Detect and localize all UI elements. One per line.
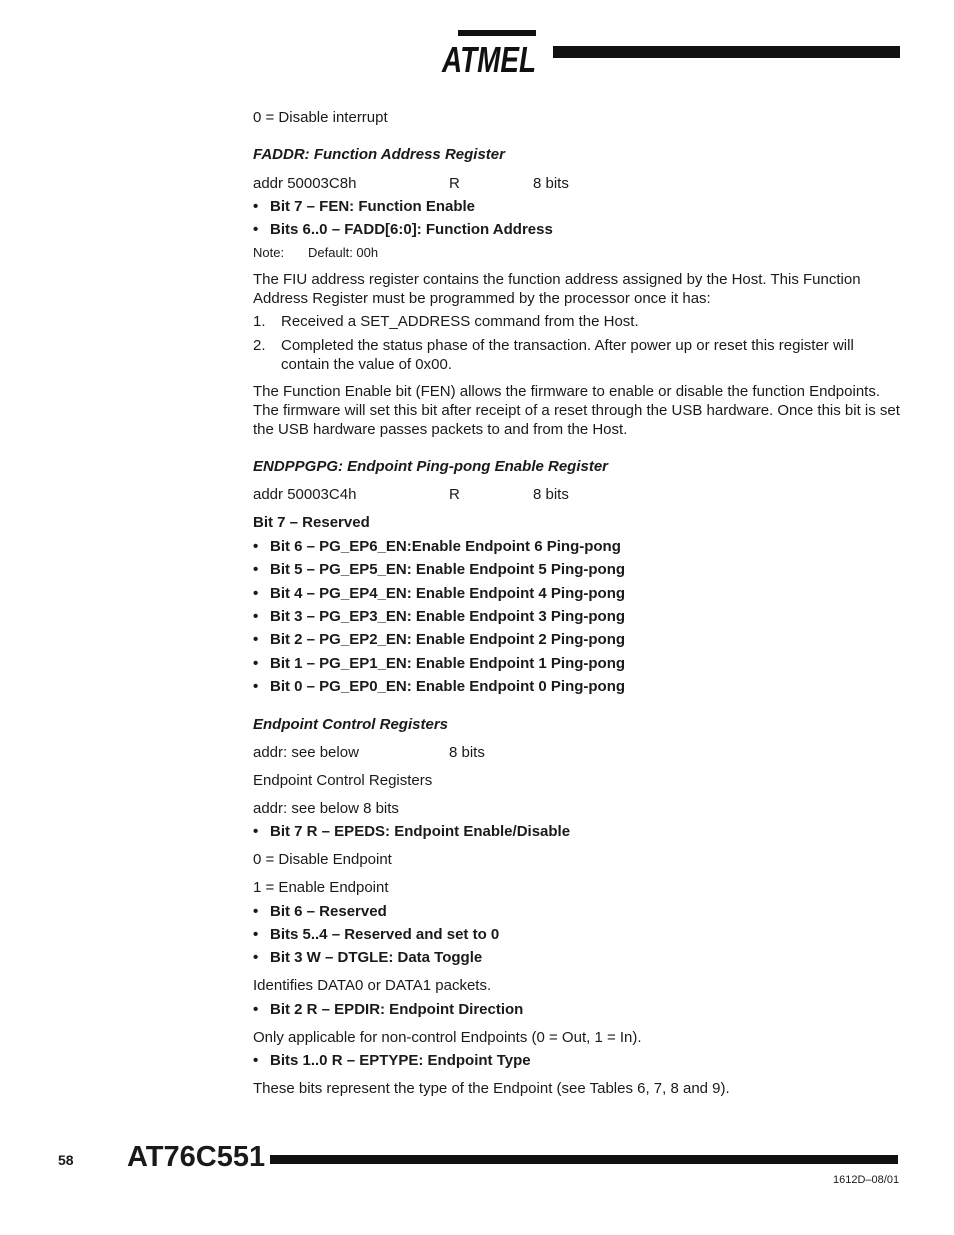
epctrl-bullet-eptype: • Bits 1..0 R – EPTYPE: Endpoint Type xyxy=(253,1052,531,1069)
footer-rule xyxy=(270,1155,898,1164)
bullet-icon: • xyxy=(253,561,259,578)
faddr-access: R xyxy=(449,175,460,192)
endppgpg-bullet-5: • Bit 5 – PG_EP5_EN: Enable Endpoint 5 Ping-pong xyxy=(253,561,626,578)
bullet-icon: • xyxy=(253,608,259,625)
epctrl-size: 8 bits xyxy=(449,744,485,761)
epctrl-heading: Endpoint Control Registers xyxy=(253,716,448,733)
endppgpg-bullet-2: • Bit 2 – PG_EP2_EN: Enable Endpoint 2 Ping-pong xyxy=(253,631,626,648)
faddr-addr: addr 50003C8h xyxy=(253,175,357,192)
page-number: 58 xyxy=(58,1152,74,1168)
bullet-icon: • xyxy=(253,1052,259,1069)
epctrl-line2: addr: see below 8 bits xyxy=(253,800,399,817)
header-rule xyxy=(553,46,900,58)
bullet-icon: • xyxy=(253,823,259,840)
faddr-size: 8 bits xyxy=(533,175,569,192)
epctrl-bullet-epeds: • Bit 7 R – EPEDS: Endpoint Enable/Disable xyxy=(253,823,571,840)
note-text: Default: 00h xyxy=(308,245,379,260)
faddr-list-item-2: 2. Completed the status phase of the transaction. After power up or reset this register will contain the value of 0x00. xyxy=(253,337,854,373)
endppgpg-bullet-1: • Bit 1 – PG_EP1_EN: Enable Endpoint 1 Ping-pong xyxy=(253,655,626,672)
epctrl-bullet-epdir: • Bit 2 R – EPDIR: Endpoint Direction xyxy=(253,1001,524,1018)
endppgpg-heading: ENDPPGPG: Endpoint Ping-pong Enable Register xyxy=(253,458,609,475)
bullet-icon: • xyxy=(253,221,259,238)
epctrl-epdir-desc: Only applicable for non-control Endpoints (0 = Out, 1 = In). xyxy=(253,1029,642,1046)
svg-text:ATMEL: ATMEL xyxy=(441,39,536,80)
bullet-icon: • xyxy=(253,903,259,920)
endppgpg-access: R xyxy=(449,486,460,503)
faddr-para2: The Function Enable bit (FEN) allows the firmware to enable or disable the function Endpoints. The firmware will set this bit after receipt of a reset through the USB hardware. Once this bit is set the USB hardware passes packets to and from the Host. xyxy=(253,383,900,438)
bullet-icon: • xyxy=(253,1001,259,1018)
bullet-icon: • xyxy=(253,585,259,602)
epctrl-addr: addr: see below xyxy=(253,744,359,761)
faddr-para1: The FIU address register contains the function address assigned by the Host. This Function Address Register must be programmed by the processor once it has: xyxy=(253,271,861,307)
endppgpg-bullet-3: • Bit 3 – PG_EP3_EN: Enable Endpoint 3 Ping-pong xyxy=(253,608,626,625)
epctrl-bullet-reserved: • Bit 6 – Reserved xyxy=(253,903,387,920)
bullet-icon: • xyxy=(253,926,259,943)
epctrl-bullet-bits54: • Bits 5..4 – Reserved and set to 0 xyxy=(253,926,500,943)
bullet-icon: • xyxy=(253,631,259,648)
endppgpg-bullet-6: • Bit 6 – PG_EP6_EN:Enable Endpoint 6 Ping-pong xyxy=(253,538,621,555)
epctrl-bullet-dtgle: • Bit 3 W – DTGLE: Data Toggle xyxy=(253,949,483,966)
endppgpg-size: 8 bits xyxy=(533,486,569,503)
faddr-bullet-fadd: • Bits 6..0 – FADD[6:0]: Function Address xyxy=(253,221,553,238)
faddr-bullet-fen: • Bit 7 – FEN: Function Enable xyxy=(253,198,476,215)
faddr-list-item-1: 1. Received a SET_ADDRESS command from the Host. xyxy=(253,313,639,330)
note-label: Note: xyxy=(253,245,285,260)
doc-code: 1612D–08/01 xyxy=(833,1174,900,1186)
epctrl-dtgle-desc: Identifies DATA0 or DATA1 packets. xyxy=(253,977,492,994)
bullet-icon: • xyxy=(253,198,259,215)
intro-text: 0 = Disable interrupt xyxy=(253,109,388,126)
endppgpg-reserved: Bit 7 – Reserved xyxy=(253,514,370,531)
bullet-icon: • xyxy=(253,538,259,555)
endppgpg-addr: addr 50003C4h xyxy=(253,486,357,503)
bullet-icon: • xyxy=(253,655,259,672)
epctrl-eptype-desc: These bits represent the type of the Endpoint (see Tables 6, 7, 8 and 9). xyxy=(253,1080,730,1097)
bullet-icon: • xyxy=(253,678,259,695)
faddr-heading: FADDR: Function Address Register xyxy=(253,146,505,163)
product-title: AT76C551 xyxy=(127,1141,266,1173)
endppgpg-bullet-4: • Bit 4 – PG_EP4_EN: Enable Endpoint 4 Ping-pong xyxy=(253,585,626,602)
epctrl-disable: 0 = Disable Endpoint xyxy=(253,851,392,868)
epctrl-line1: Endpoint Control Registers xyxy=(253,772,433,789)
bullet-icon: • xyxy=(253,949,259,966)
endppgpg-bullet-0: • Bit 0 – PG_EP0_EN: Enable Endpoint 0 Ping-pong xyxy=(253,678,626,695)
atmel-logo xyxy=(440,28,540,78)
epctrl-enable: 1 = Enable Endpoint xyxy=(253,879,389,896)
